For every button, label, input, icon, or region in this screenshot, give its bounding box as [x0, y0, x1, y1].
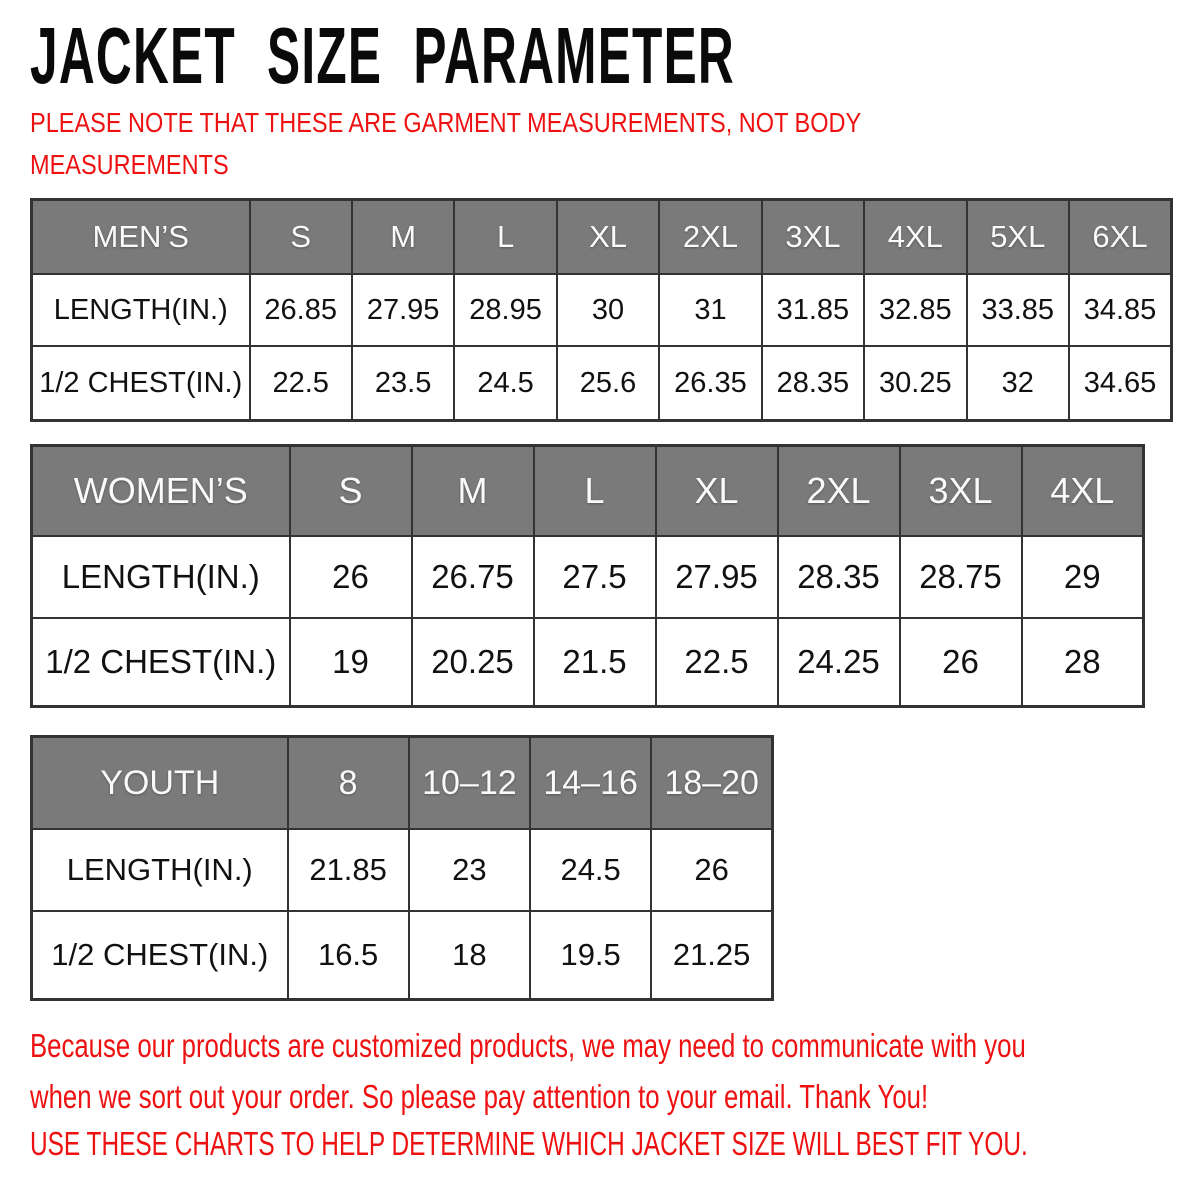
mens-size-table [30, 198, 1173, 422]
value-cell: 22.5 [250, 346, 352, 421]
womens-size-xl: XL [656, 446, 778, 537]
youth-size-8: 8 [288, 737, 409, 830]
row-label: LENGTH(IN.) [32, 829, 288, 911]
mens-chest-row [32, 346, 1172, 421]
womens-size-l: L [534, 446, 656, 537]
page-title [30, 11, 1167, 100]
womens-size-m: M [412, 446, 534, 537]
value-cell: 28 [1022, 618, 1144, 707]
value-cell: 34.85 [1069, 274, 1172, 346]
mens-size-xl: XL [557, 200, 659, 275]
row-label: 1/2 CHEST(IN.) [32, 911, 288, 1000]
womens-size-s: S [290, 446, 412, 537]
value-cell: 27.95 [352, 274, 454, 346]
customization-notice-line-1: Because our products are customized products, we may need to communicate with you [30, 1027, 1026, 1064]
mens-size-2xl: 2XL [659, 200, 761, 275]
value-cell: 23 [409, 829, 530, 911]
womens-size-3xl: 3XL [900, 446, 1022, 537]
value-cell: 21.25 [651, 911, 772, 1000]
value-cell: 26 [290, 536, 412, 618]
customization-notice-line-2: when we sort out your order. So please pay attention to your email. Thank You! [30, 1078, 929, 1115]
youth-length-row [32, 829, 773, 911]
row-label: 1/2 CHEST(IN.) [32, 618, 290, 707]
youth-table-label: YOUTH [32, 737, 288, 830]
note-line-2: MEASUREMENTS [30, 149, 229, 180]
youth-size-table [30, 735, 774, 1001]
mens-size-4xl: 4XL [864, 200, 966, 275]
womens-table-label: WOMEN’S [32, 446, 290, 537]
value-cell: 26.75 [412, 536, 534, 618]
youth-size-18-20: 18–20 [651, 737, 772, 830]
row-label: LENGTH(IN.) [32, 536, 290, 618]
garment-measurement-note [30, 104, 1020, 188]
womens-header-row [32, 446, 1144, 537]
row-label: 1/2 CHEST(IN.) [32, 346, 250, 421]
chart-usage-note: USE THESE CHARTS TO HELP DETERMINE WHICH JACKET SIZE WILL BEST FIT YOU. [30, 1125, 1028, 1162]
customization-notice [30, 1024, 1200, 1126]
value-cell: 19 [290, 618, 412, 707]
mens-size-s: S [250, 200, 352, 275]
value-cell: 23.5 [352, 346, 454, 421]
womens-size-4xl: 4XL [1022, 446, 1144, 537]
womens-chest-row [32, 618, 1144, 707]
value-cell: 24.5 [530, 829, 651, 911]
value-cell: 28.35 [778, 536, 900, 618]
value-cell: 24.25 [778, 618, 900, 707]
note-line-1: PLEASE NOTE THAT THESE ARE GARMENT MEASUREMENTS, NOT BODY [30, 107, 862, 138]
mens-table-label: MEN’S [32, 200, 250, 275]
value-cell: 30.25 [864, 346, 966, 421]
value-cell: 21.5 [534, 618, 656, 707]
row-label: LENGTH(IN.) [32, 274, 250, 346]
value-cell: 26.85 [250, 274, 352, 346]
value-cell: 18 [409, 911, 530, 1000]
value-cell: 34.65 [1069, 346, 1172, 421]
value-cell: 27.95 [656, 536, 778, 618]
value-cell: 27.5 [534, 536, 656, 618]
youth-header-row [32, 737, 773, 830]
value-cell: 32.85 [864, 274, 966, 346]
value-cell: 26 [651, 829, 772, 911]
value-cell: 26 [900, 618, 1022, 707]
youth-chest-row [32, 911, 773, 1000]
value-cell: 22.5 [656, 618, 778, 707]
mens-size-m: M [352, 200, 454, 275]
mens-size-5xl: 5XL [967, 200, 1069, 275]
value-cell: 32 [967, 346, 1069, 421]
value-cell: 31.85 [762, 274, 864, 346]
mens-header-row [32, 200, 1172, 275]
value-cell: 31 [659, 274, 761, 346]
mens-size-l: L [454, 200, 556, 275]
value-cell: 28.75 [900, 536, 1022, 618]
value-cell: 21.85 [288, 829, 409, 911]
value-cell: 33.85 [967, 274, 1069, 346]
mens-length-row [32, 274, 1172, 346]
youth-size-10-12: 10–12 [409, 737, 530, 830]
value-cell: 28.35 [762, 346, 864, 421]
mens-size-3xl: 3XL [762, 200, 864, 275]
page-title-text: JACKET SIZE PARAMETER [30, 11, 735, 100]
womens-length-row [32, 536, 1144, 618]
value-cell: 29 [1022, 536, 1144, 618]
value-cell: 19.5 [530, 911, 651, 1000]
mens-size-6xl: 6XL [1069, 200, 1172, 275]
womens-size-table [30, 444, 1145, 708]
youth-size-14-16: 14–16 [530, 737, 651, 830]
value-cell: 16.5 [288, 911, 409, 1000]
womens-size-2xl: 2XL [778, 446, 900, 537]
value-cell: 28.95 [454, 274, 556, 346]
value-cell: 26.35 [659, 346, 761, 421]
value-cell: 24.5 [454, 346, 556, 421]
value-cell: 20.25 [412, 618, 534, 707]
value-cell: 25.6 [557, 346, 659, 421]
value-cell: 30 [557, 274, 659, 346]
